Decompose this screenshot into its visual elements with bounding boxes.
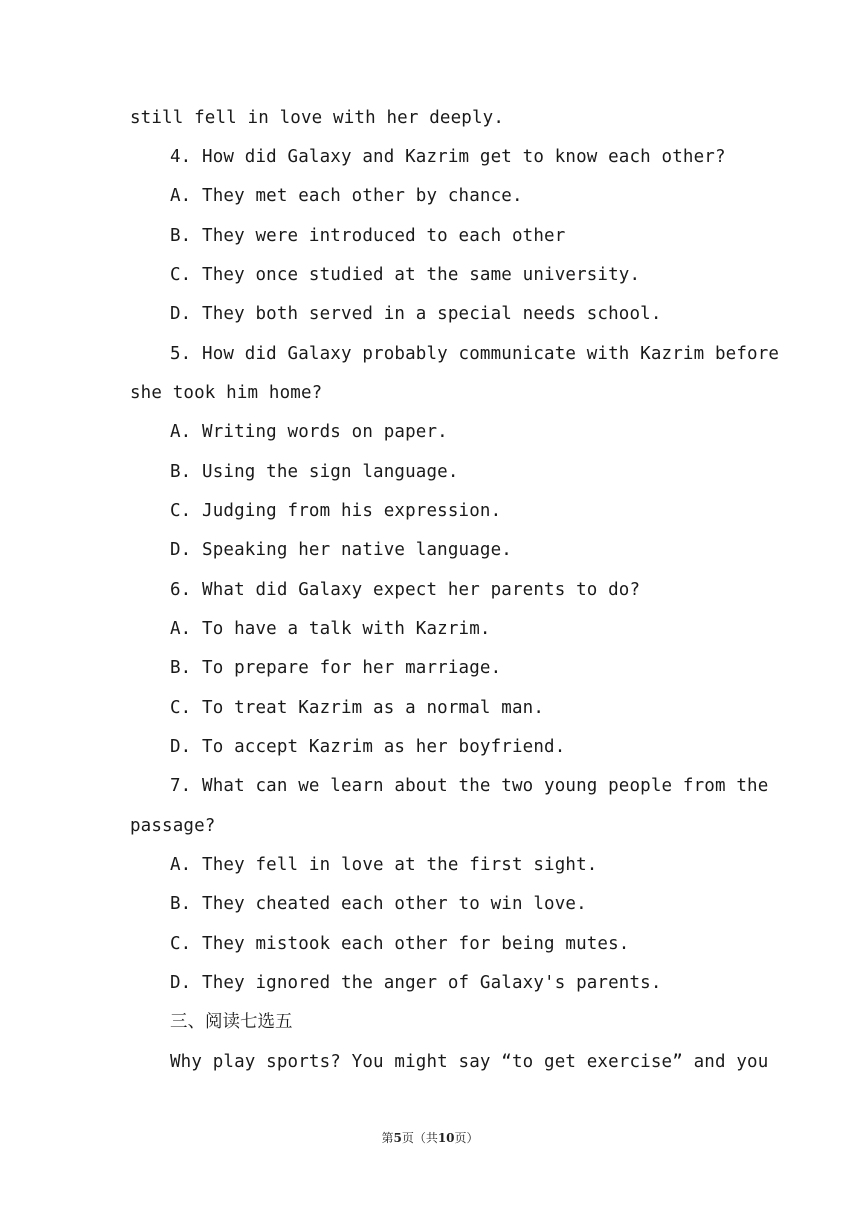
page-footer [0,1130,860,1146]
footer-suffix: 页） [454,1131,479,1145]
passage-text-line: still fell in love with her deeply. [130,108,505,128]
passage-text-line: Why play sports? You might say “to get exercise” and you [170,1052,769,1072]
question-6-option-b: B. To prepare for her marriage. [170,658,502,678]
question-7-option-c: C. They mistook each other for being mutes. [170,934,630,954]
question-4-option-c: C. They once studied at the same university. [170,265,641,285]
question-4-option-b: B. They were introduced to each other [170,226,566,246]
footer-page-number: 5 [393,1131,402,1145]
question-5: 5. How did Galaxy probably communicate with Kazrim before [170,344,780,364]
question-5-option-a: A. Writing words on paper. [170,422,448,442]
question-7-option-d: D. They ignored the anger of Galaxy's parents. [170,973,662,993]
question-5-option-d: D. Speaking her native language. [170,540,512,560]
footer-prefix: 第 [381,1131,394,1145]
question-7: 7. What can we learn about the two young people from the [170,776,769,796]
question-6-option-c: C. To treat Kazrim as a normal man. [170,698,545,718]
question-5-option-c: C. Judging from his expression. [170,501,502,521]
footer-total-pages: 10 [437,1131,455,1145]
question-5-continued: she took him home? [130,383,323,403]
section-heading: 三、阅读七选五 [170,1012,293,1032]
footer-middle: 页（共 [401,1131,438,1145]
question-4: 4. How did Galaxy and Kazrim get to know each other? [170,147,726,167]
question-6-option-a: A. To have a talk with Kazrim. [170,619,491,639]
question-7-continued: passage? [130,816,216,836]
question-7-option-b: B. They cheated each other to win love. [170,894,587,914]
question-5-option-b: B. Using the sign language. [170,462,459,482]
question-7-option-a: A. They fell in love at the first sight. [170,855,598,875]
question-6: 6. What did Galaxy expect her parents to do? [170,580,641,600]
question-4-option-a: A. They met each other by chance. [170,186,523,206]
question-6-option-d: D. To accept Kazrim as her boyfriend. [170,737,566,757]
question-4-option-d: D. They both served in a special needs school. [170,304,662,324]
